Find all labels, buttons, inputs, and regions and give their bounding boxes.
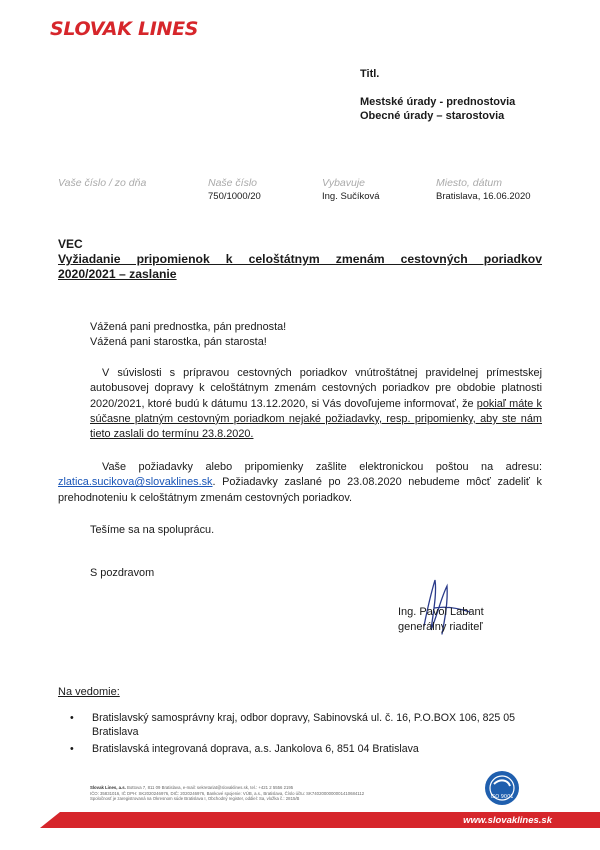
signatory-name: Ing. Pavol Labant xyxy=(398,606,484,618)
footer-company-name: Slovak Lines, a.s. xyxy=(90,785,126,790)
website-link[interactable]: www.slovaklines.sk xyxy=(463,815,552,826)
ref-value-place-date: Bratislava, 16.06.2020 xyxy=(436,191,531,202)
paragraph-1-underlined: pokiaľ máte k súčasne platným cestovným poriadkom nejaké požiadavky, resp. pripomienky, aby ste nám tieto zaslali do termínu 23.8.2020. xyxy=(90,397,542,441)
ref-value-our-number: 750/1000/20 xyxy=(208,191,261,202)
iso-cert-text: ISO 9001 xyxy=(490,794,514,800)
ref-value-handled-by: Ing. Sučíková xyxy=(322,191,380,202)
cc-list xyxy=(70,712,550,761)
recipient-line-2: Obecné úrady – starostovia xyxy=(360,110,505,122)
greeting-1: Vážená pani prednostka, pán prednosta! xyxy=(90,321,287,333)
ref-label-place-date: Miesto, dátum xyxy=(436,177,502,189)
ref-label-our-number: Naše číslo xyxy=(208,177,258,189)
footer-line-3: Spoločnosť je zaregistrovaná na Okresnom súde Bratislava I, Obchodný register, oddiel: Sa, vložka č.: 2815/B xyxy=(90,796,300,802)
cc-heading: Na vedomie: xyxy=(58,686,120,698)
signatory-title: generálny riaditeľ xyxy=(398,621,483,633)
email-link[interactable]: zlatica.sucikova@slovaklines.sk xyxy=(58,476,213,489)
footer-line-2: IČO: 35831016, IČ DPH: SK2020246976, DIČ: 2020246976, Bankové spojenie: VÚB, a.s., Bratislava, Číslo účtu: SK7402000000001410684112 xyxy=(90,790,365,796)
paragraph-1-text: V súvislosti s prípravou cestovných poriadkov vnútroštátnej pravidelnej prímestskej autobusovej dopravy k celoštátnym zmenám cestovných poriadkov pre obdobie platnosti 2020/2021, ktoré budú k dátumu 13.12.2020, si Vás dovoľujeme informovať, že xyxy=(90,367,542,410)
paragraph-2 xyxy=(58,460,542,506)
greeting-2: Vážená pani starostka, pán starosta! xyxy=(90,336,267,348)
recipient-line-1: Mestské úrady - prednostovia xyxy=(360,96,516,108)
iso-certification-icon xyxy=(484,770,520,806)
subject-line-1: Vyžiadanie pripomienok k celoštátnym zmenám cestovných poriadkov xyxy=(58,252,542,266)
company-logo: SLOVAK LINES xyxy=(50,18,199,40)
paragraph-3: Tešíme sa na spoluprácu. xyxy=(90,524,215,536)
subject-line-2: 2020/2021 – zaslanie xyxy=(58,267,177,281)
closing: S pozdravom xyxy=(90,567,155,579)
footer-address: Bottova 7, 811 09 Bratislava, e-mail: sekretariat@slovaklines.sk, tel.: +421 2 5556 2195 xyxy=(127,785,294,790)
cc-item: • Bratislavská integrovaná doprava, a.s. Jankolova 6, 851 04 Bratislava xyxy=(70,743,550,757)
paragraph-1 xyxy=(90,366,542,442)
ref-label-handled-by: Vybavuje xyxy=(322,177,366,189)
footer-company-info xyxy=(90,785,390,802)
subject-label: VEC xyxy=(58,237,83,251)
paragraph-2-rest: . Požiadavky zaslané po 23.08.2020 nebudeme môcť zadeliť k prehodnoteniu k celoštátnym zmenám cestovných poriadkov. xyxy=(58,476,542,504)
paragraph-2-text: Vaše požiadavky alebo pripomienky zašlite elektronickou poštou na adresu: xyxy=(102,461,542,473)
ref-label-your-number: Vaše číslo / zo dňa xyxy=(58,177,147,189)
cc-item: • Bratislavský samosprávny kraj, odbor dopravy, Sabinovská ul. č. 16, P.O.BOX 106, 825 05 Bratislava xyxy=(70,712,550,739)
recipient-title: Titl. xyxy=(360,68,380,80)
